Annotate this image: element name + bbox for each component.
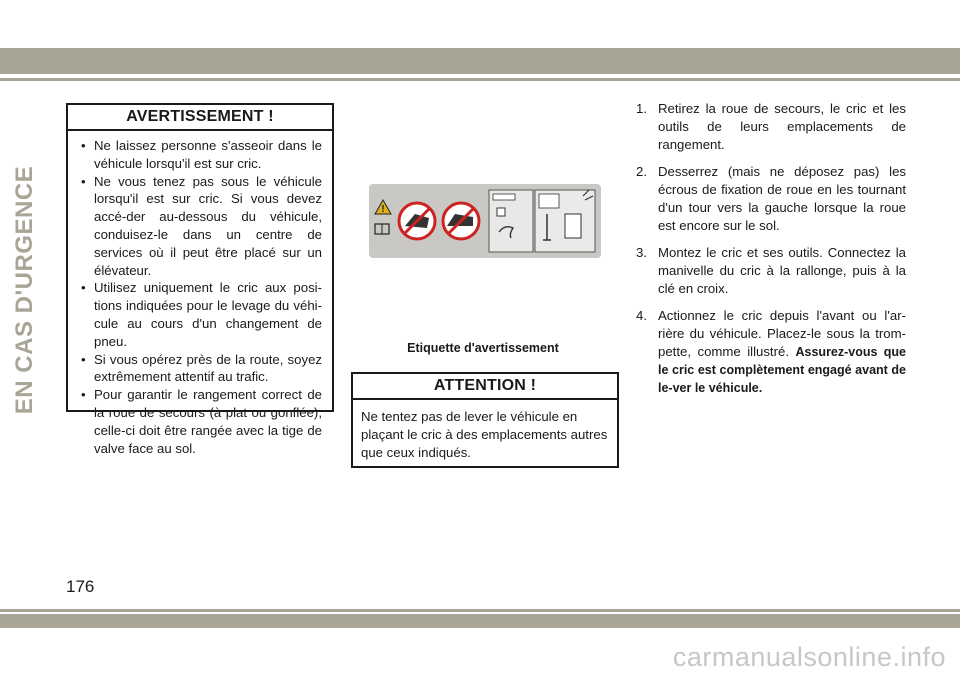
step-text: Retirez la roue de secours, le cric et les outils de leurs emplacements de rangement. (658, 101, 906, 152)
warning-label-image (369, 184, 601, 258)
warning-item: • Utilisez uniquement le cric aux posi-tions indiquées pour le levage du véhi-cule au cours d'un changement de pneu. (78, 279, 322, 350)
warning-label-graphic (369, 184, 601, 258)
step-number: 2. (636, 164, 647, 179)
warning-box (66, 103, 334, 456)
warning-item: • Pour garantir le rangement correct de la roue de secours (à plat ou gonflée), celle-ci doit être rangée avec la tige de valve face au sol. (78, 386, 322, 457)
step-number: 3. (636, 245, 647, 260)
step-text: Desserrez (mais ne déposez pas) les écrous de fixation de roue en les tournant d'un tour vers la gauche lorsque la roue est encore sur le sol. (658, 164, 906, 233)
page-number: 176 (66, 577, 95, 596)
step-emphasis: Assurez-vous que le cric est complètement engagé avant de le-ver le véhicule. (658, 345, 906, 395)
label-image-caption: Etiquette d'avertissement (407, 341, 559, 355)
step-number: 1. (636, 101, 647, 116)
header-rule (0, 78, 960, 81)
step-item (636, 100, 906, 154)
step-item (636, 163, 906, 235)
caution-box (351, 372, 619, 468)
step-text: Actionnez le cric depuis l'avant ou l'ar-rière du véhicule. Placez-le sous la trom-pette, comme illustré. (658, 308, 906, 359)
caution-text: Ne tentez pas de lever le véhicule en plaçant le cric à des emplacements autres que ceux indiqués. (361, 409, 608, 460)
warning-list (78, 137, 322, 457)
step-text: Montez le cric et ses outils. Connectez la manivelle du cric à la rallonge, puis à la clé en croix. (658, 245, 906, 296)
watermark: carmanualsonline.info (672, 642, 946, 672)
procedure-steps (636, 100, 906, 406)
header-bar (0, 48, 960, 74)
caution-title: ATTENTION ! (353, 374, 617, 400)
footer-bar (0, 614, 960, 628)
header-band (0, 0, 960, 48)
step-item (636, 307, 906, 397)
step-number: 4. (636, 308, 647, 323)
warning-item: • Ne laissez personne s'asseoir dans le véhicule lorsqu'il est sur cric. (78, 137, 322, 173)
step-item (636, 244, 906, 298)
warning-item: • Ne vous tenez pas sous le véhicule lorsqu'il est sur cric. Si vous devez accé-der au-dessous du véhicule, conduisez-le dans un centre de services où il peut être placé sur un élévateur. (78, 173, 322, 280)
footer-rule (0, 609, 960, 612)
svg-text:!: ! (381, 204, 385, 215)
warning-item: • Si vous opérez près de la route, soyez extrêmement attentif au trafic. (78, 351, 322, 387)
section-title: EN CAS D'URGENCE (11, 165, 38, 415)
warning-title: AVERTISSEMENT ! (68, 105, 332, 131)
